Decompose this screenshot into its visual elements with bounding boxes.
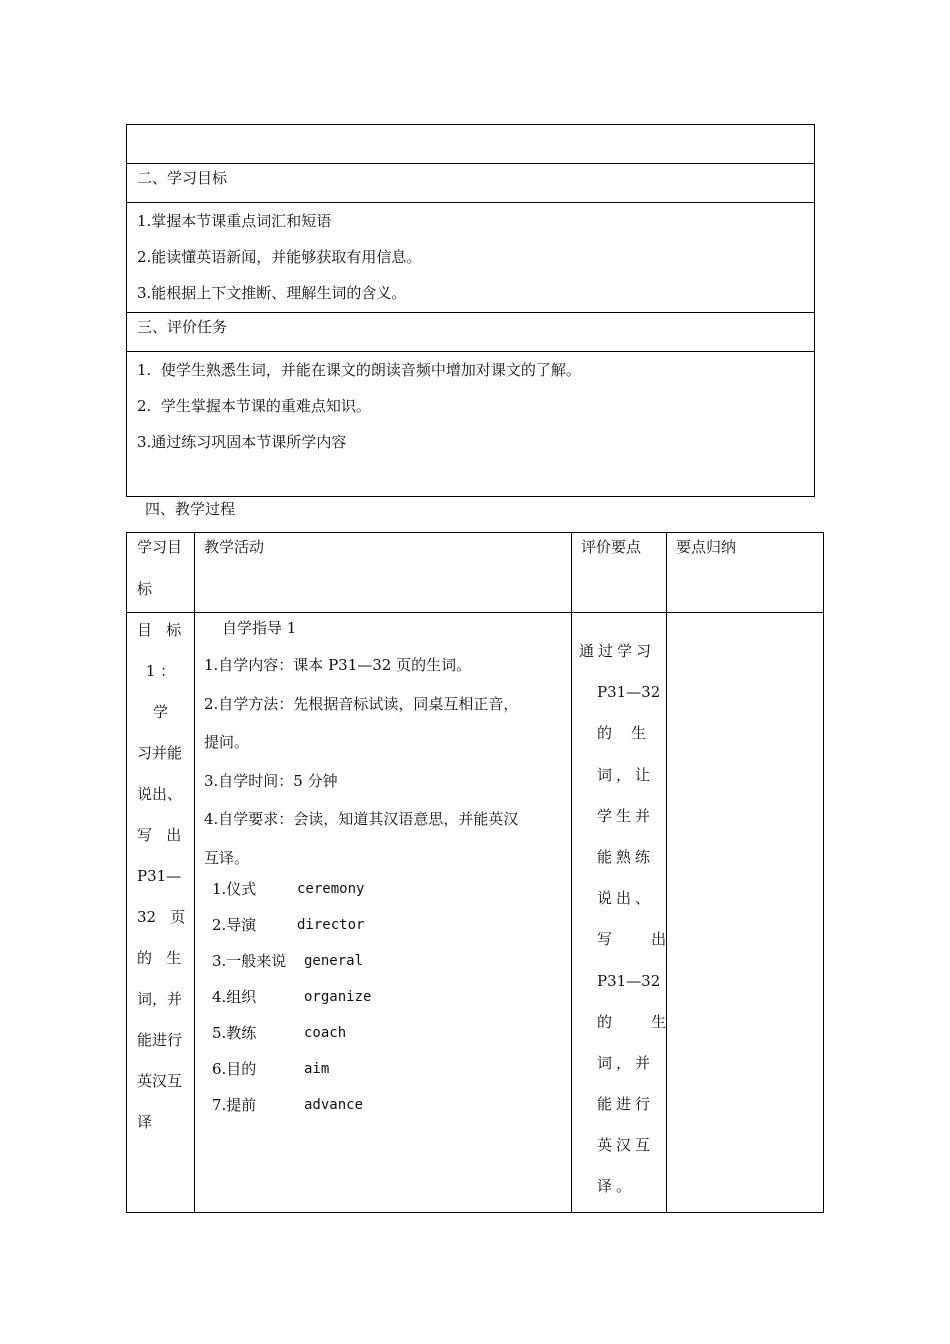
evaluation-line: 通过学习 — [579, 642, 656, 660]
vocab-item — [212, 871, 365, 907]
evaluation-line: P31—32 — [597, 683, 661, 702]
task-item: 1. 使学生熟悉生词，并能在课文的朗读音频中增加对课文的了解。 — [137, 361, 581, 379]
activity-line: 3.自学时间：5 分钟 — [204, 771, 338, 790]
vocab-english: coach — [304, 1025, 347, 1041]
teaching-process-table — [126, 532, 824, 1213]
activity-cell — [204, 646, 518, 877]
vocab-item — [212, 943, 364, 979]
vocab-chinese: 4.组织 — [212, 988, 257, 1006]
activity-line: 4.自学要求：会读，知道其汉语意思，并能英汉 — [204, 810, 519, 828]
vocab-item — [212, 1087, 364, 1123]
evaluation-line: P31—32 — [597, 971, 661, 990]
vocab-list — [212, 871, 372, 1123]
header-summary: 要点归纳 — [676, 538, 737, 556]
goal-line: 32 页 — [137, 908, 186, 926]
vocab-chinese: 5.教练 — [212, 1024, 257, 1042]
activity-line: 1.自学内容：课本 P31—32 页的生词。 — [204, 656, 472, 674]
goal-line: 说出、 — [137, 785, 183, 803]
vocab-chinese: 2.导演 — [212, 916, 257, 934]
vocab-chinese: 1.仪式 — [212, 880, 257, 898]
header-goal: 学习目 — [137, 538, 183, 556]
header-evaluation: 评价要点 — [581, 538, 642, 556]
goal-item: 3.能根据上下文推断、理解生词的含义。 — [137, 284, 407, 302]
evaluation-line: 的 生 — [597, 1012, 671, 1031]
column-divider — [666, 533, 667, 1212]
header-activity: 教学活动 — [204, 538, 265, 556]
vocab-item — [212, 1051, 330, 1087]
goal-line: 英汉互 — [137, 1072, 183, 1090]
evaluation-line: 的 生 — [597, 724, 647, 743]
activity-line: 提问。 — [204, 733, 250, 751]
vocab-english: ceremony — [297, 881, 365, 897]
goal-item: 2.能读懂英语新闻，并能够获取有用信息。 — [137, 248, 422, 266]
evaluation-line: 译。 — [597, 1177, 636, 1196]
section2-title: 二、学习目标 — [137, 169, 228, 187]
vocab-item — [212, 979, 372, 1015]
vocab-chinese: 7.提前 — [212, 1096, 257, 1114]
goal-cell — [127, 610, 194, 1143]
vocab-english: organize — [304, 989, 372, 1005]
task-item: 2. 学生掌握本节课的重难点知识。 — [137, 397, 371, 415]
activity-heading: 自学指导 1 — [222, 619, 297, 637]
goals-row — [127, 202, 814, 312]
vocab-english: general — [304, 953, 364, 969]
activity-line: 2.自学方法：先根据音标试读，同桌互相正音， — [204, 694, 519, 713]
goal-line: P31— — [137, 867, 182, 885]
goal-line: 目 标 — [137, 621, 182, 639]
goal-line: 习并能 — [137, 744, 183, 762]
section2-row — [127, 163, 814, 202]
vocab-chinese: 3.一般来说 — [212, 952, 287, 970]
vocab-chinese: 6.目的 — [212, 1060, 257, 1078]
evaluation-line: 词，并 — [597, 1053, 655, 1072]
evaluation-line: 英汉互 — [597, 1136, 655, 1155]
goal-line: 1 ： — [145, 662, 176, 680]
goal-item: 1.掌握本节课重点词汇和短语 — [137, 212, 332, 230]
evaluation-line: 学生并 — [597, 806, 655, 825]
objectives-table — [126, 124, 815, 497]
vocab-item — [212, 1015, 347, 1051]
goal-line: 词，并 — [137, 990, 183, 1008]
evaluation-cell — [571, 631, 671, 1208]
tasks-row — [127, 351, 814, 496]
vocab-english: advance — [304, 1097, 364, 1113]
section4-title: 四、教学过程 — [145, 500, 236, 518]
evaluation-line: 词，让 — [597, 765, 655, 784]
goal-line: 学 — [152, 703, 168, 721]
evaluation-line: 说出、 — [597, 889, 655, 908]
vocab-english: aim — [304, 1061, 330, 1077]
evaluation-line: 能进行 — [597, 1095, 655, 1114]
goal-line: 的 生 — [137, 949, 182, 967]
vocab-item — [212, 907, 365, 943]
evaluation-line: 能熟练 — [597, 847, 655, 866]
goal-line: 写 出 — [137, 826, 182, 844]
goal-line: 译 — [137, 1113, 153, 1131]
vocab-english: director — [297, 917, 365, 933]
empty-header-row — [127, 125, 814, 163]
section3-row — [127, 312, 814, 351]
activity-line: 互译。 — [204, 848, 250, 867]
goal-line: 能进行 — [137, 1031, 183, 1049]
section3-title: 三、评价任务 — [137, 318, 228, 336]
header-goal-cont: 标 — [137, 580, 153, 598]
column-divider — [194, 533, 195, 1212]
evaluation-line: 写 出 — [597, 930, 671, 949]
task-item: 3.通过练习巩固本节课所学内容 — [137, 433, 347, 451]
